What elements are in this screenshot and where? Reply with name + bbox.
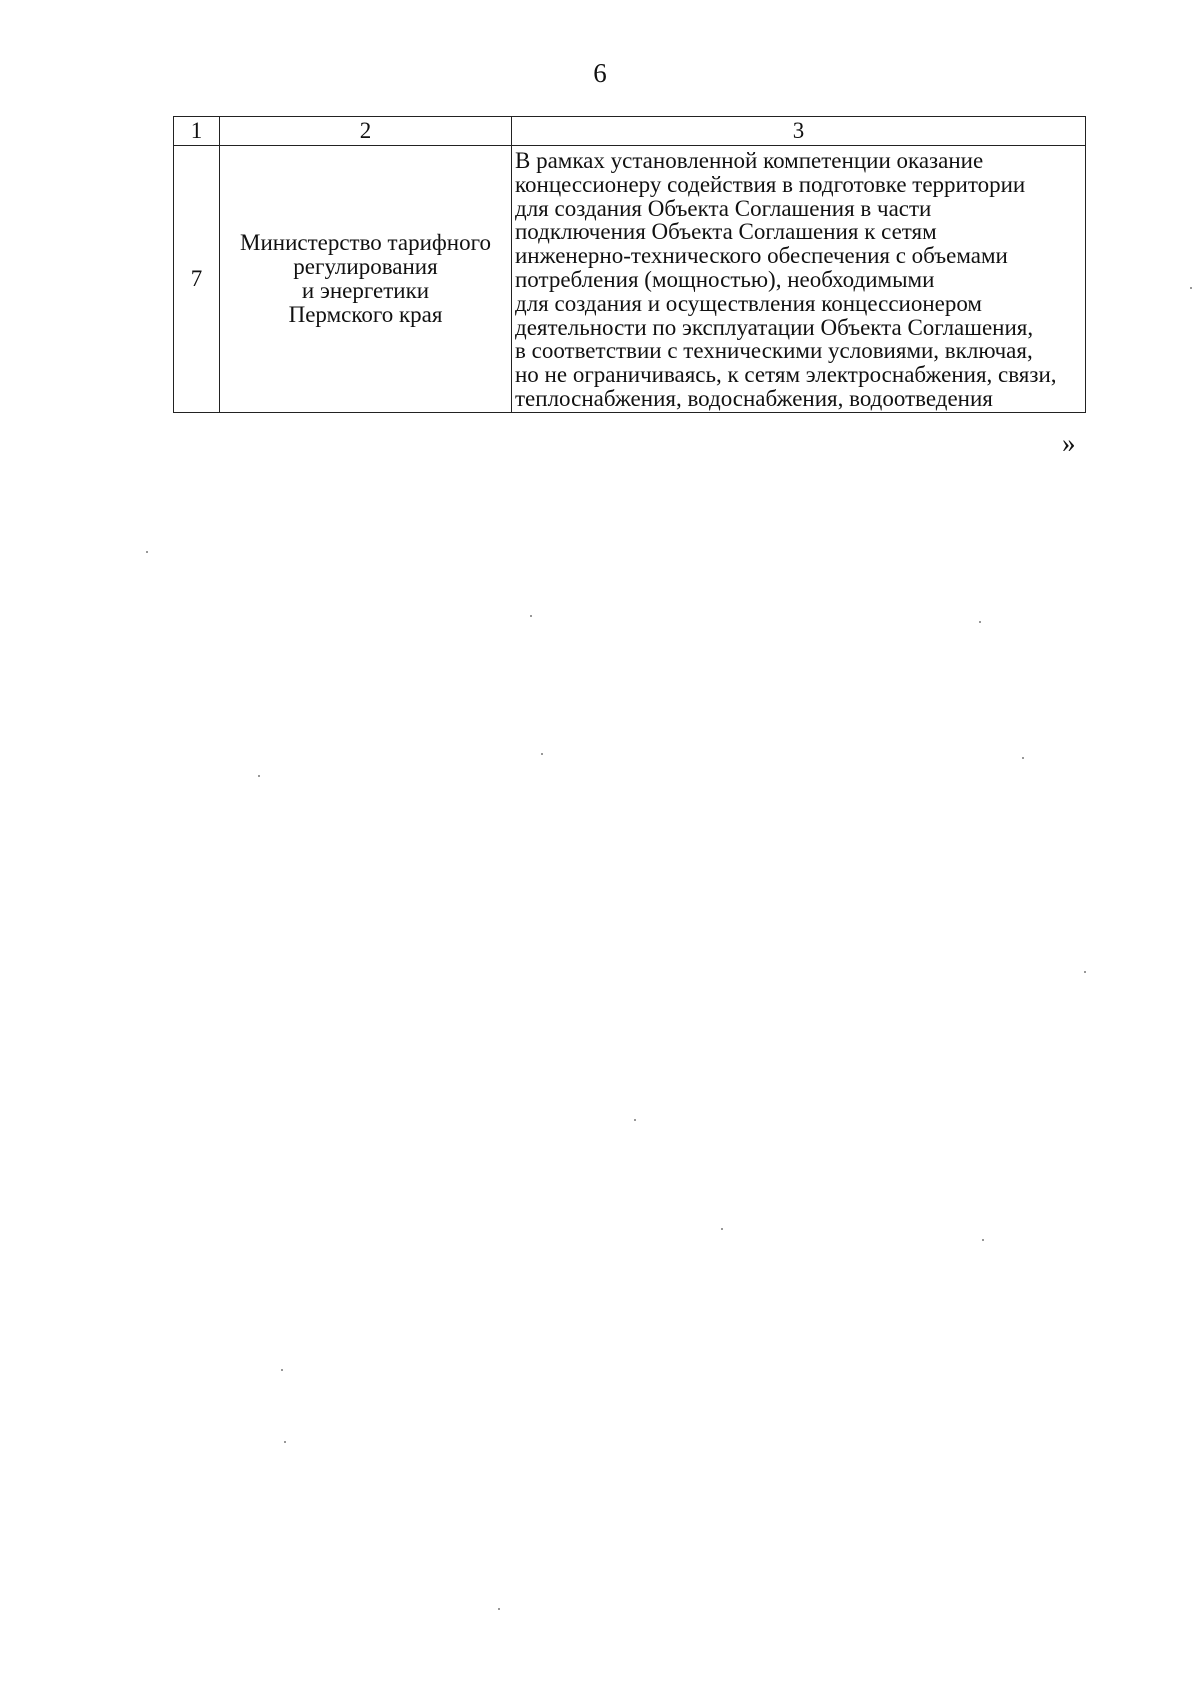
scan-speck bbox=[146, 551, 148, 553]
scan-speck bbox=[1022, 757, 1024, 759]
scan-speck bbox=[1084, 971, 1086, 973]
description-line: потребления (мощностью), необходимыми bbox=[515, 266, 935, 292]
closing-quote: » bbox=[1062, 428, 1076, 458]
description-line: инженерно-технического обеспечения с объемами bbox=[515, 243, 1008, 269]
organization-line: регулирования bbox=[293, 254, 438, 280]
responsibility-table bbox=[173, 116, 1086, 413]
description-cell bbox=[512, 146, 1086, 413]
table-row bbox=[174, 146, 1086, 413]
description-line: концессионеру содействия в подготовке территории bbox=[515, 171, 1026, 197]
description-line: но не ограничиваясь, к сетям электроснабжения, связи, bbox=[515, 362, 1057, 388]
scan-speck bbox=[258, 775, 260, 777]
column-header-2: 2 bbox=[220, 117, 512, 146]
scan-speck bbox=[498, 1608, 500, 1610]
description-line: теплоснабжения, водоснабжения, водоотведения bbox=[515, 385, 993, 411]
column-header-3: 3 bbox=[512, 117, 1086, 146]
scan-speck bbox=[281, 1369, 283, 1371]
description-line: В рамках установленной компетенции оказание bbox=[515, 148, 984, 173]
organization-cell bbox=[220, 146, 512, 413]
description-line: подключения Объекта Соглашения к сетям bbox=[515, 219, 937, 245]
scan-speck bbox=[1190, 287, 1192, 289]
description-line: для создания и осуществления концессионером bbox=[515, 290, 982, 316]
description-line: для создания Объекта Соглашения в части bbox=[515, 195, 932, 221]
scan-speck bbox=[284, 1441, 286, 1443]
scan-speck bbox=[982, 1239, 984, 1241]
organization-line: Министерство тарифного bbox=[240, 230, 491, 256]
description-line: деятельности по эксплуатации Объекта Соглашения, bbox=[515, 314, 1034, 340]
scan-speck bbox=[721, 1228, 723, 1230]
organization-line: и энергетики bbox=[301, 277, 430, 303]
row-number: 7 bbox=[174, 146, 220, 413]
scan-speck bbox=[979, 621, 981, 623]
scan-speck bbox=[634, 1119, 636, 1121]
scan-speck bbox=[530, 615, 532, 617]
page-number: 6 bbox=[593, 58, 607, 88]
scan-speck bbox=[541, 753, 543, 755]
organization-line: Пермского края bbox=[288, 301, 443, 327]
description-line: в соответствии с техническими условиями, включая, bbox=[515, 338, 1033, 364]
column-header-1: 1 bbox=[174, 117, 220, 146]
table-header-row bbox=[174, 117, 1086, 146]
